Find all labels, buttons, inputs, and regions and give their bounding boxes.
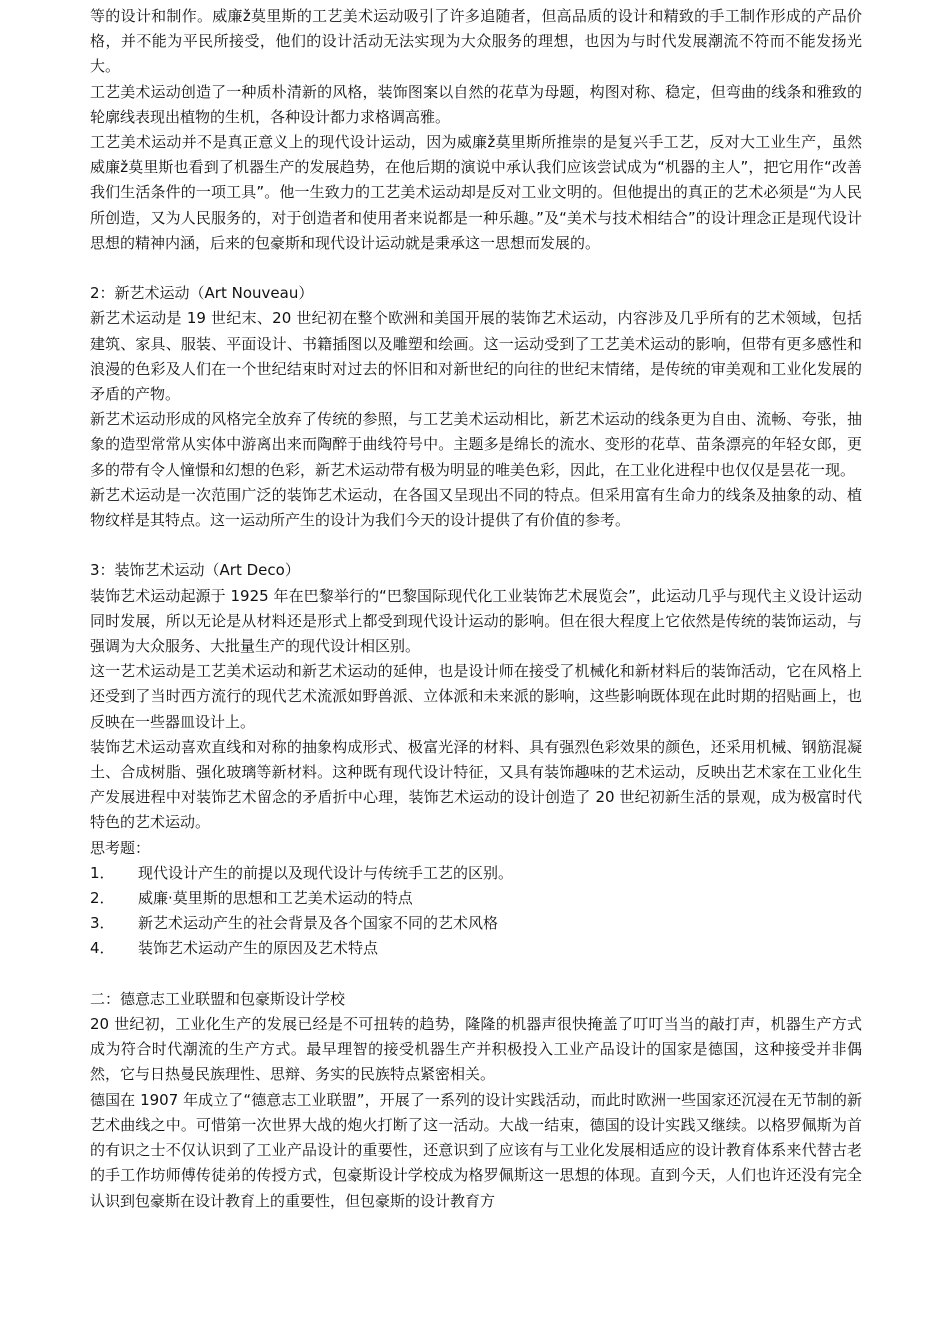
paragraph: 新艺术运动形成的风格完全放弃了传统的参照，与工艺美术运动相比，新艺术运动的线条更为自由、流畅、夸张，抽象的造型常常从实体中游离出来而陶醉于曲线符号中。主题多是绵长的流水、变形的花草、苗条漂亮的年轻女郎，更多的带有令人憧憬和幻想的色彩，新艺术运动带有极为明显的唯美色彩，因此，在工业化进程中也仅仅是昙花一现。: [90, 410, 862, 479]
list-item-number: 2．: [90, 889, 115, 908]
blank-line: [90, 256, 862, 281]
list-item: [90, 886, 862, 911]
paragraph: 工艺美术运动创造了一种质朴清新的风格，装饰图案以自然的花草为母题，构图对称、稳定，但弯曲的线条和雅致的轮廓线表现出植物的生机，各种设计都力求格调高雅。: [90, 82, 862, 126]
paragraph: 等的设计和制作。威廉ž莫里斯的工艺美术运动吸引了许多追随者，但高品质的设计和精致的手工制作形成的产品价格，并不能为平民所接受，他们的设计活动无法实现为大众服务的理想，也因为与时代发展潮流不符而不能发扬光大。: [90, 7, 862, 76]
list-item-number: 4．: [90, 939, 115, 958]
paragraph: 德国在 1907 年成立了“德意志工业联盟”，开展了一系列的设计实践活动，而此时欧洲一些国家还沉浸在无节制的新艺术曲线之中。可惜第一次世界大战的炮火打断了这一活动。大战一结束，德国的设计实践又继续。以格罗佩斯为首的有识之士不仅认识到了工业产品设计的重要性，还意识到了应该有与工业化发展相适应的设计教育体系来代替古老的手工作坊师傅传徒弟的传授方式，包豪斯设计学校成为格罗佩斯这一思想的体现。直到今天，人们也许还没有完全认识到包豪斯在设计教育上的重要性，但包豪斯的设计教育方: [90, 1090, 862, 1210]
paragraph: 工艺美术运动并不是真正意义上的现代设计运动，因为威廉ž莫里斯所推崇的是复兴手工艺，反对大工业生产，虽然威廉ž莫里斯也看到了机器生产的发展趋势，在他后期的演说中承认我们应该尝试成为“机器的主人”，把它用作“改善我们生活条件的一项工具”。他一生致力的工艺美术运动却是反对工业文明的。但他提出的真正的艺术必须是“为人民所创造，又为人民服务的，对于创造者和使用者来说都是一种乐趣。”及“美术与技术相结合”的设计理念正是现代设计思想的精神内涵，后来的包豪斯和现代设计运动就是秉承这一思想而发展的。: [90, 133, 862, 252]
list-item-text: 现代设计产生的前提以及现代设计与传统手工艺的区别。: [138, 863, 514, 882]
list-item-text: 新艺术运动产生的社会背景及各个国家不同的艺术风格: [138, 914, 499, 933]
paragraph: 20 世纪初，工业化生产的发展已经是不可扭转的趋势，隆隆的机器声很快掩盖了叮叮当当的敲打声，机器生产方式成为符合时代潮流的生产方式。最早理智的接受机器生产并积极投入工业产品设计的国家是德国，这种接受并非偶然，它与日热曼民族理性、思辩、务实的民族特点紧密相关。: [90, 1015, 862, 1084]
section-heading-art-nouveau: 2：新艺术运动（Art Nouveau）: [90, 284, 314, 303]
paragraph: 这一艺术运动是工艺美术运动和新艺术运动的延伸，也是设计师在接受了机械化和新材料后的装饰活动，它在风格上还受到了当时西方流行的现代艺术流派如野兽派、立体派和未来派的影响，这些影响既体现在此时期的招贴画上，也反映在一些器皿设计上。: [90, 662, 862, 731]
list-item: [90, 936, 862, 961]
list-item-number: 1．: [90, 863, 115, 882]
section-heading-art-deco: 3：装饰艺术运动（Art Deco）: [90, 561, 300, 580]
list-item-number: 3．: [90, 914, 115, 933]
paragraph: 新艺术运动是 19 世纪末、20 世纪初在整个欧洲和美国开展的装饰艺术运动，内容涉及几乎所有的艺术领域，包括建筑、家具、服装、平面设计、书籍插图以及雕塑和绘画。这一运动受到了工艺美术运动的影响，但带有更多感性和浪漫的色彩及人们在一个世纪结束时对过去的怀旧和对新世纪的向往的世纪末情绪，是传统的审美观和工业化发展的矛盾的产物。: [90, 309, 862, 404]
blank-line: [90, 533, 862, 558]
paragraph: 装饰艺术运动起源于 1925 年在巴黎举行的“巴黎国际现代化工业装饰艺术展览会”，此运动几乎与现代主义设计运动同时发展，所以无论是从材料还是形式上都受到现代设计运动的影响。但在很大程度上它依然是传统的装饰运动，与强调为大众服务、大批量生产的现代设计相区别。: [90, 586, 862, 656]
paragraph: 新艺术运动是一次范围广泛的装饰艺术运动，在各国又呈现出不同的特点。但采用富有生命力的线条及抽象的动、植物纹样是其特点。这一运动所产生的设计为我们今天的设计提供了有价值的参考。: [90, 485, 862, 530]
blank-line: [90, 962, 862, 987]
paragraph: 装饰艺术运动喜欢直线和对称的抽象构成形式、极富光泽的材料、具有强烈色彩效果的颜色，还采用机械、钢筋混凝土、合成树脂、强化玻璃等新材料。这种既有现代设计特征，又具有装饰趣味的艺术运动，反映出艺术家在工业化生产发展进程中对装饰艺术留念的矛盾折中心理，装饰艺术运动的设计创造了 20 世纪初新生活的景观，成为极富时代特色的艺术运动。: [90, 737, 862, 832]
list-item: [90, 911, 862, 936]
document-page: [90, 4, 862, 1214]
questions-list: [90, 861, 862, 962]
list-item-text: 威廉·莫里斯的思想和工艺美术运动的特点: [138, 889, 413, 908]
questions-title: 思考题：: [90, 838, 151, 857]
section-heading-werkbund-bauhaus: 二：德意志工业联盟和包豪斯设计学校: [90, 989, 346, 1008]
list-item-text: 装饰艺术运动产生的原因及艺术特点: [138, 939, 379, 958]
list-item: [90, 861, 862, 886]
